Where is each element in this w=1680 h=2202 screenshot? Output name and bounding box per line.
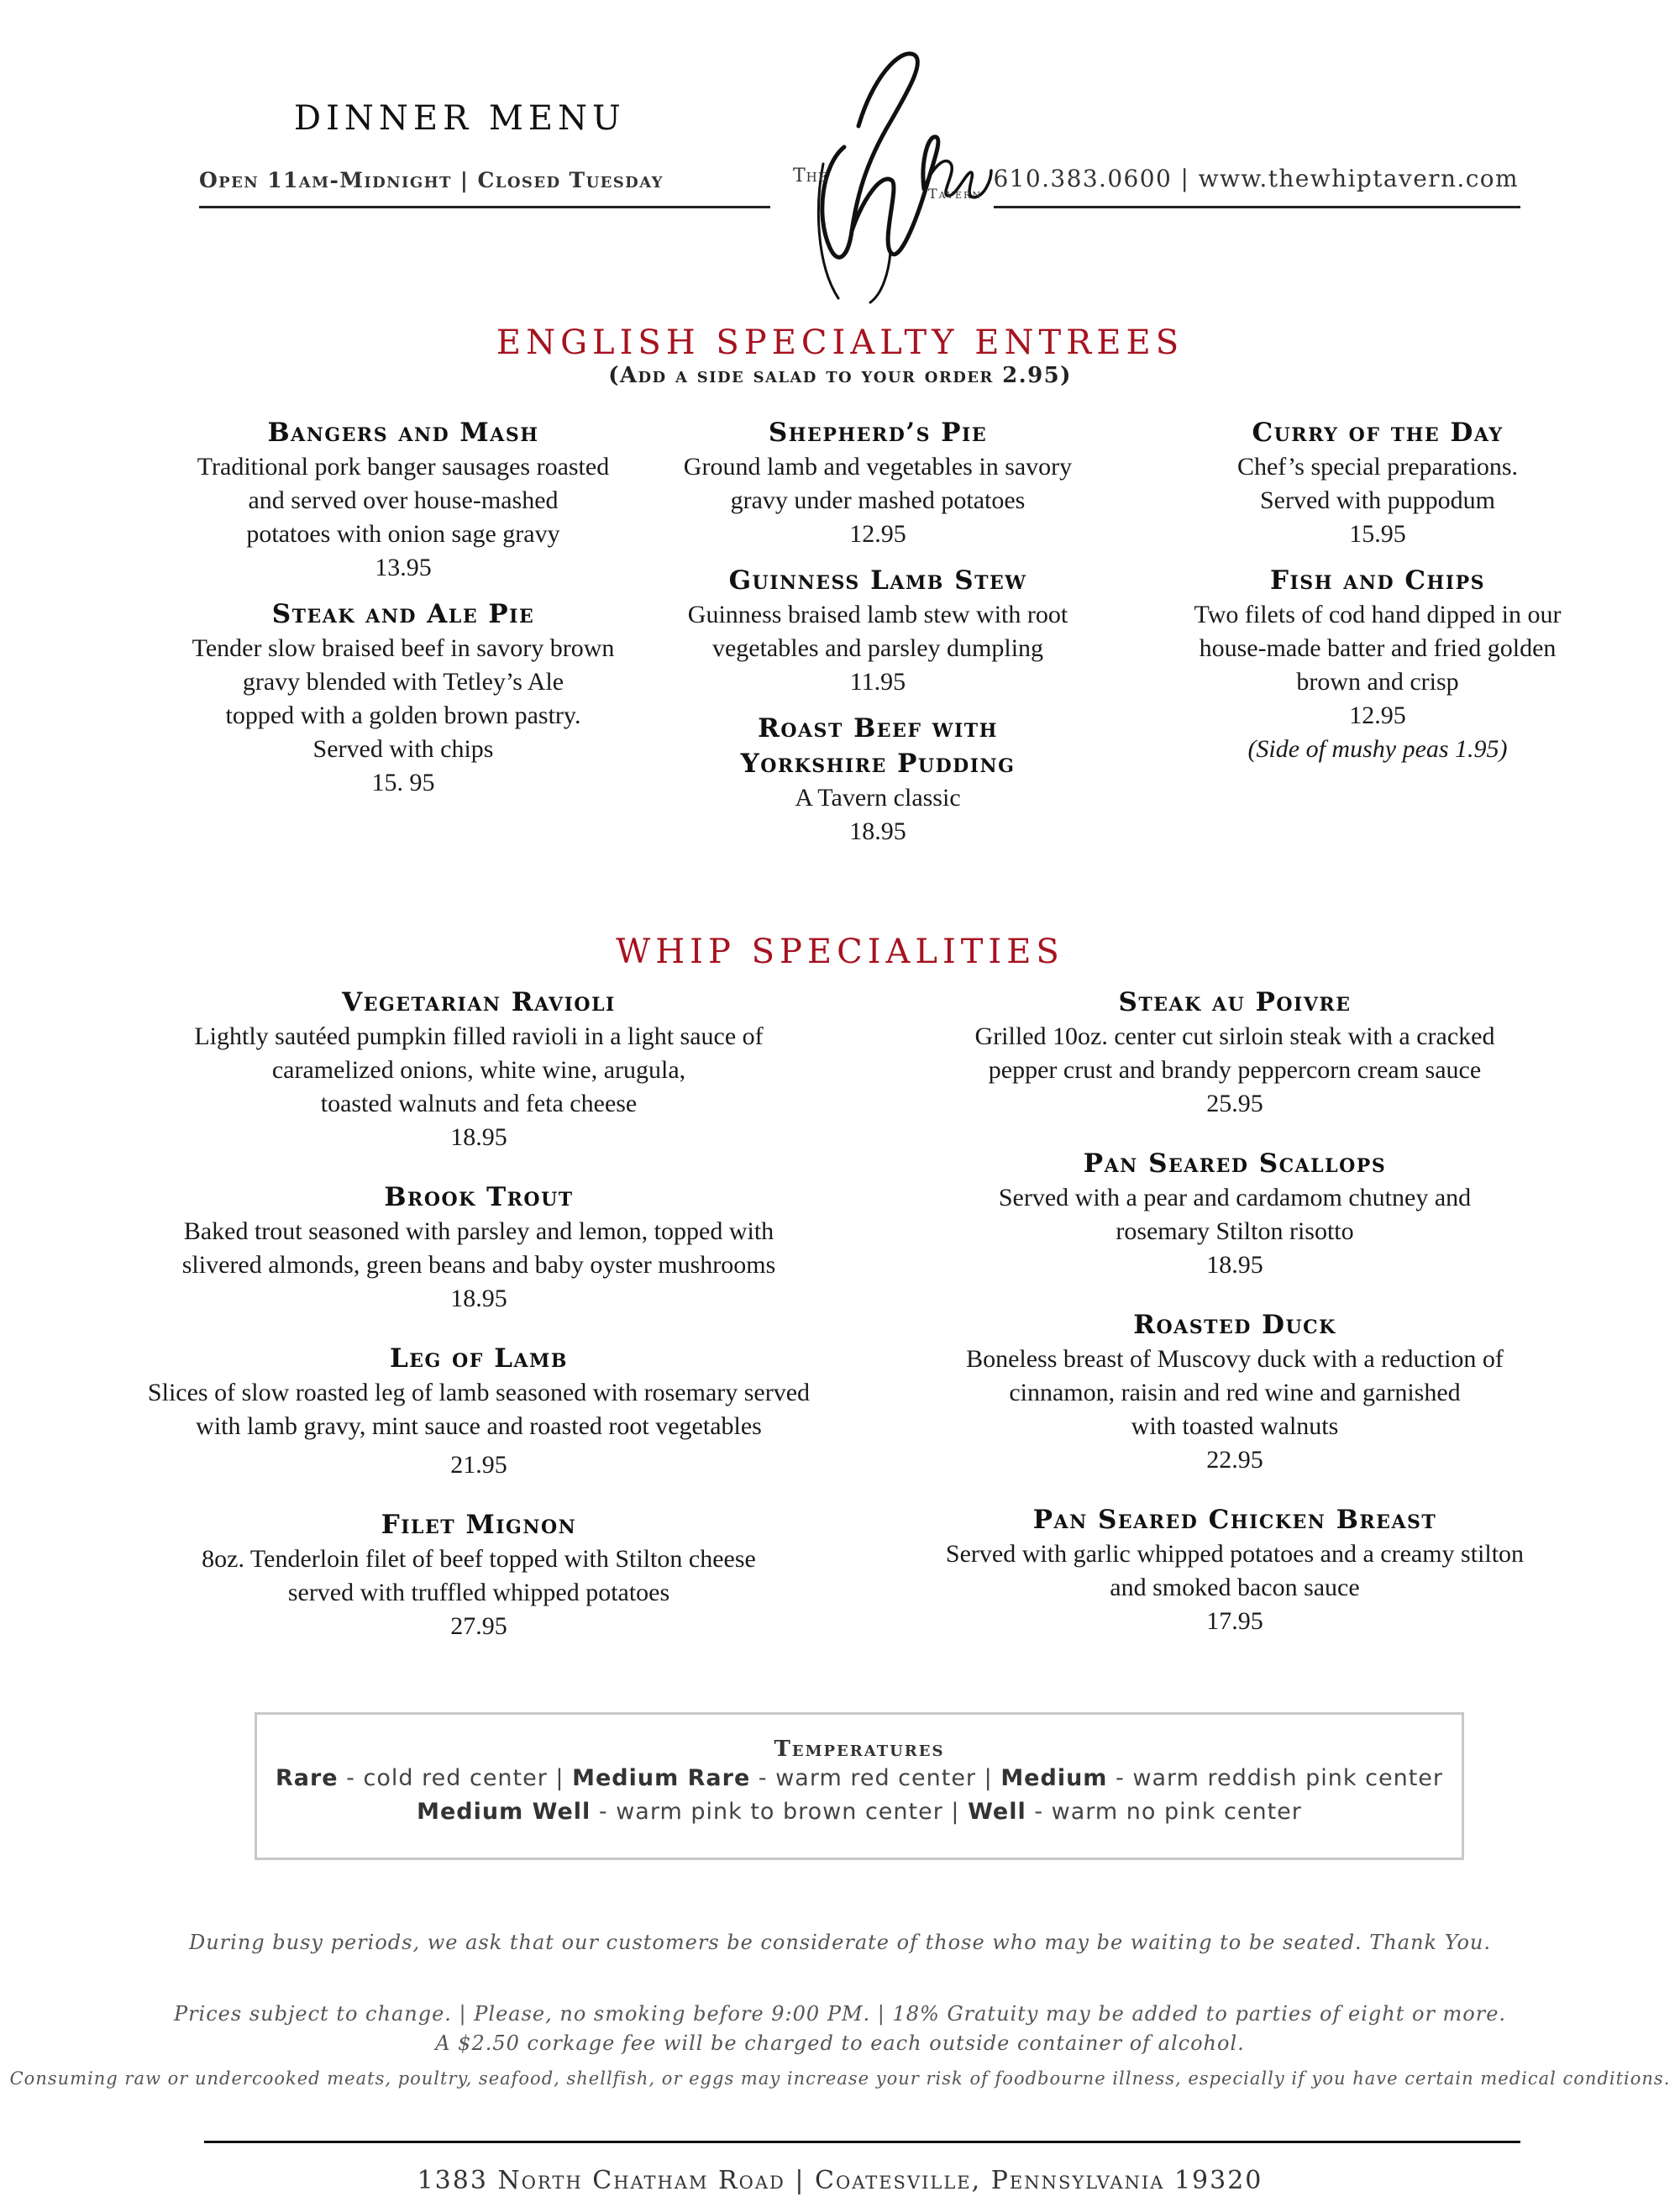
item-name: Brook Trout bbox=[384, 1182, 574, 1212]
item-name: Bangers and Mash bbox=[267, 418, 539, 448]
corkage-note: A $2.50 corkage fee will be charged to each outside container of alcohol. bbox=[435, 2031, 1245, 2055]
english-column-2 bbox=[626, 415, 1130, 860]
header-rule-left bbox=[199, 206, 770, 208]
side-salad-note: (Add a side salad to your order 2.95) bbox=[608, 363, 1072, 388]
item-description: Traditional pork banger sausages roasted and served over house-mashed potatoes with onion sage gravy bbox=[197, 453, 610, 548]
menu-item bbox=[59, 1341, 899, 1482]
item-price: 18.95 bbox=[450, 1285, 507, 1312]
temperatures-box bbox=[255, 1712, 1464, 1860]
item-name: Steak and Ale Pie bbox=[271, 599, 535, 629]
menu-item bbox=[840, 1502, 1630, 1638]
item-description: Two filets of cod hand dipped in our house-made batter and fried golden brown and crisp bbox=[1194, 601, 1562, 696]
item-price: 18.95 bbox=[450, 1123, 507, 1151]
item-name: Shepherd’s Pie bbox=[768, 418, 988, 448]
menu-item bbox=[626, 563, 1130, 699]
item-price: 21.95 bbox=[450, 1451, 507, 1479]
temp-label: Medium Well bbox=[417, 1799, 591, 1825]
item-description: Baked trout seasoned with parsley and lemon, topped with slivered almonds, green beans and baby oyster mushrooms bbox=[181, 1217, 776, 1279]
temperatures-heading: Temperatures bbox=[774, 1737, 945, 1762]
menu-item bbox=[840, 1146, 1630, 1282]
item-price: 11.95 bbox=[849, 668, 906, 696]
menu-item bbox=[59, 1180, 899, 1316]
item-price: 18.95 bbox=[849, 817, 906, 845]
item-description: Ground lamb and vegetables in savory gravy under mashed potatoes bbox=[683, 453, 1073, 514]
item-name: Vegetarian Ravioli bbox=[342, 987, 616, 1017]
english-entrees-heading: ENGLISH SPECIALTY ENTREES bbox=[496, 323, 1184, 362]
temp-desc: warm reddish pink center bbox=[1132, 1765, 1443, 1791]
item-name: Pan Seared Chicken Breast bbox=[1032, 1505, 1437, 1535]
item-name: Leg of Lamb bbox=[389, 1343, 569, 1374]
item-price: 17.95 bbox=[1206, 1607, 1263, 1635]
item-price: 15. 95 bbox=[371, 769, 435, 796]
item-description: Served with a pear and cardamom chutney and rosemary Stilton risotto bbox=[998, 1184, 1472, 1245]
hours-text: Open 11am-Midnight | Closed Tuesday bbox=[199, 168, 664, 192]
item-price: 27.95 bbox=[450, 1612, 507, 1640]
item-name: Curry of the Day bbox=[1252, 418, 1504, 448]
temp-label: Rare bbox=[275, 1765, 339, 1791]
item-price: 25.95 bbox=[1206, 1090, 1263, 1117]
raw-food-warning: Consuming raw or undercooked meats, poultry, seafood, shellfish, or eggs may increase your risk of foodbourne illness, especially if you have certain medical conditions. bbox=[9, 2068, 1671, 2089]
temp-desc: cold red center bbox=[363, 1765, 548, 1791]
menu-item bbox=[1126, 415, 1630, 551]
item-name: Steak au Poivre bbox=[1118, 987, 1352, 1017]
prices-note: Prices subject to change. | Please, no smoking before 9:00 PM. | 18% Gratuity may be added to parties of eight or more. bbox=[173, 2002, 1507, 2026]
item-price: 18.95 bbox=[1206, 1251, 1263, 1279]
logo-the-text: The bbox=[793, 166, 828, 187]
menu-item bbox=[840, 1307, 1630, 1477]
menu-item bbox=[626, 711, 1130, 849]
whip-specialities-heading: WHIP SPECIALITIES bbox=[616, 933, 1064, 971]
menu-title: DINNER MENU bbox=[294, 99, 626, 138]
item-price: 22.95 bbox=[1206, 1446, 1263, 1474]
menu-item bbox=[143, 415, 664, 585]
menu-item bbox=[59, 985, 899, 1154]
item-name: Roasted Duck bbox=[1133, 1310, 1336, 1340]
footer-rule bbox=[204, 2141, 1520, 2143]
item-note: (Side of mushy peas 1.95) bbox=[1247, 735, 1508, 763]
item-name: Filet Mignon bbox=[381, 1510, 577, 1540]
item-price: 12.95 bbox=[849, 520, 906, 548]
item-name-line-2: Yorkshire Pudding bbox=[740, 749, 1016, 779]
temperatures-line-2: Medium Well - warm pink to brown center | Well - warm no pink center bbox=[417, 1799, 1302, 1825]
item-description: Lightly sautéed pumpkin filled ravioli in a light sauce of caramelized onions, white wine, arugula, toasted walnuts and feta cheese bbox=[194, 1022, 764, 1117]
temp-label: Well bbox=[968, 1799, 1026, 1825]
english-column-3 bbox=[1126, 415, 1630, 778]
address-text: 1383 North Chatham Road | Coatesville, Pennsylvania 19320 bbox=[417, 2166, 1263, 2195]
item-description: Grilled 10oz. center cut sirloin steak with a cracked pepper crust and brandy peppercorn cream sauce bbox=[974, 1022, 1495, 1084]
menu-item bbox=[143, 596, 664, 800]
english-column-1 bbox=[143, 415, 664, 812]
item-description: Chef’s special preparations. Served with puppodum bbox=[1236, 453, 1519, 514]
temperatures-line-1: Rare - cold red center | Medium Rare - warm red center | Medium - warm reddish pink center bbox=[275, 1765, 1443, 1791]
item-description: A Tavern classic bbox=[795, 784, 961, 812]
item-description: 8oz. Tenderloin filet of beef topped with Stilton cheese served with truffled whipped potatoes bbox=[202, 1545, 756, 1606]
temp-label: Medium bbox=[1000, 1765, 1108, 1791]
item-description: Tender slow braised beef in savory brown gravy blended with Tetley’s Ale topped with a golden brown pastry. Served with chips bbox=[192, 634, 615, 763]
header-rule-right bbox=[994, 206, 1520, 208]
temp-desc: warm pink to brown center bbox=[616, 1799, 943, 1825]
temp-desc: warm no pink center bbox=[1051, 1799, 1302, 1825]
menu-item bbox=[59, 1507, 899, 1643]
item-price: 15.95 bbox=[1349, 520, 1406, 548]
item-price: 12.95 bbox=[1349, 702, 1406, 729]
item-description: Boneless breast of Muscovy duck with a reduction of cinnamon, raisin and red wine and garnished with toasted walnuts bbox=[966, 1345, 1504, 1440]
temp-label: Medium Rare bbox=[572, 1765, 751, 1791]
item-price: 13.95 bbox=[375, 554, 432, 581]
item-description: Slices of slow roasted leg of lamb seasoned with rosemary served with lamb gravy, mint sauce and roasted root vegetables bbox=[147, 1379, 811, 1440]
temp-desc: warm red center bbox=[775, 1765, 977, 1791]
menu-item bbox=[626, 415, 1130, 551]
item-name: Roast Beef with bbox=[758, 713, 998, 744]
menu-item bbox=[840, 985, 1630, 1121]
item-name: Fish and Chips bbox=[1270, 565, 1485, 596]
whip-tavern-logo bbox=[764, 46, 1008, 307]
item-name: Pan Seared Scallops bbox=[1083, 1148, 1387, 1179]
whip-column-2 bbox=[840, 985, 1630, 1663]
item-name: Guinness Lamb Stew bbox=[728, 565, 1027, 596]
busy-periods-note: During busy periods, we ask that our customers be considerate of those who may be waiting to be seated. Thank You. bbox=[188, 1931, 1492, 1954]
item-description: Guinness braised lamb stew with root vegetables and parsley dumpling bbox=[687, 601, 1068, 662]
menu-item bbox=[1126, 563, 1630, 766]
contact-text: 610.383.0600 | www.thewhiptavern.com bbox=[993, 165, 1519, 192]
whip-column-1 bbox=[59, 985, 899, 1669]
logo-tavern-text: Tavern bbox=[928, 186, 982, 202]
item-description: Served with garlic whipped potatoes and a creamy stilton and smoked bacon sauce bbox=[945, 1540, 1525, 1601]
